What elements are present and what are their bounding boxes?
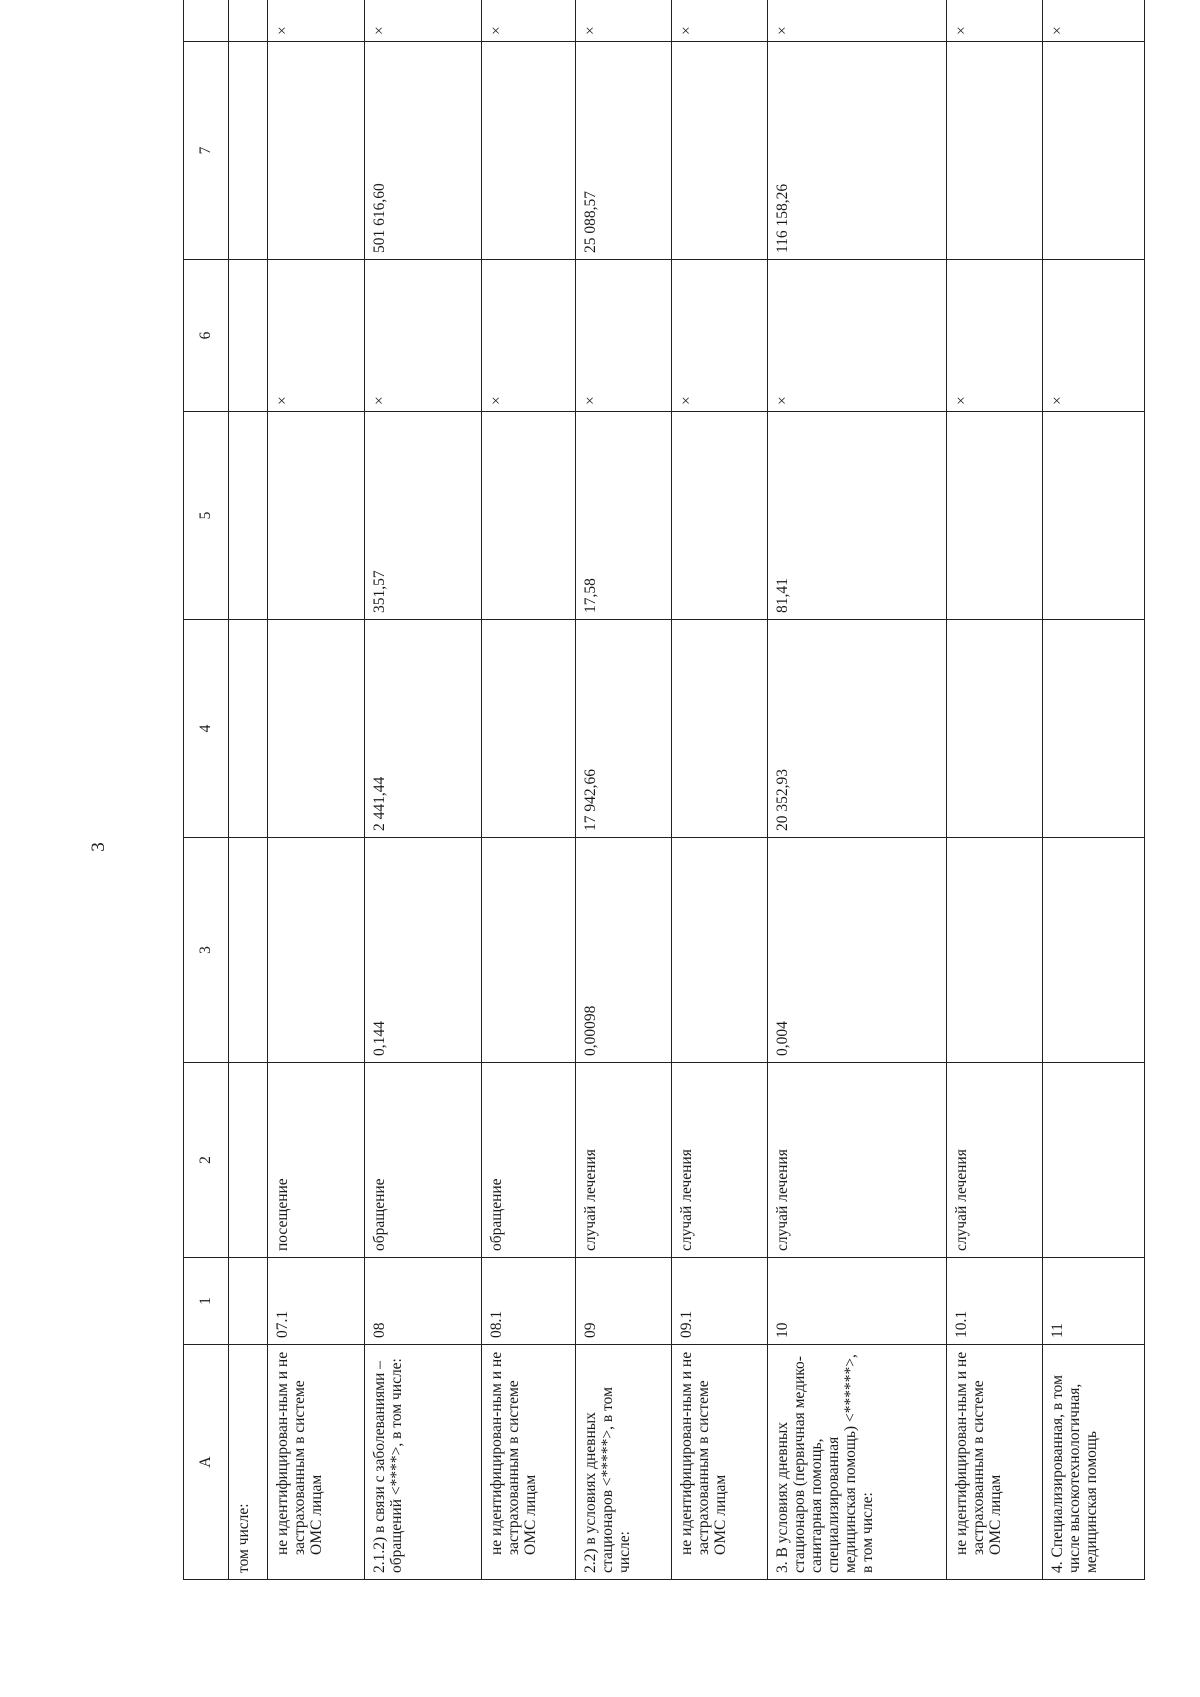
table-cell-8: × bbox=[767, 0, 946, 42]
table-cell-a bbox=[671, 1345, 767, 1580]
table-cell-5: 351,57 bbox=[365, 412, 482, 620]
table-cell-7 bbox=[228, 42, 267, 260]
table-row bbox=[671, 0, 767, 1580]
header-cell: 3 bbox=[184, 838, 229, 1063]
table-cell-6: × bbox=[365, 260, 482, 412]
table-cell-2: случай лечения bbox=[671, 1063, 767, 1258]
table-cell-7 bbox=[946, 42, 1042, 260]
table-cell-6: × bbox=[671, 260, 767, 412]
table-cell-6: × bbox=[482, 260, 576, 412]
header-cell bbox=[184, 0, 229, 42]
table-cell-8: × bbox=[1042, 0, 1144, 42]
header-cell: 7 bbox=[184, 42, 229, 260]
table-cell-1 bbox=[228, 1258, 267, 1345]
table-cell-4 bbox=[228, 620, 267, 838]
table-cell-2: случай лечения bbox=[767, 1063, 946, 1258]
table-cell-a bbox=[268, 1345, 365, 1580]
table-cell-2: обращение bbox=[482, 1063, 576, 1258]
row-label: не идентифицирован-ным и не застрахованным в системе ОМС лицам bbox=[677, 1351, 729, 1555]
header-cell: 4 bbox=[184, 620, 229, 838]
table-cell-6: × bbox=[1042, 260, 1144, 412]
table-cell-6: × bbox=[946, 260, 1042, 412]
table-cell-1: 07.1 bbox=[268, 1258, 365, 1345]
table-cell-5 bbox=[1042, 412, 1144, 620]
table-cell-8: × bbox=[365, 0, 482, 42]
table-cell-7 bbox=[482, 42, 576, 260]
table-cell-3 bbox=[671, 838, 767, 1063]
table-cell-4: 2 441,44 bbox=[365, 620, 482, 838]
rotated-table-container bbox=[183, 26, 1145, 1580]
table-row bbox=[576, 0, 672, 1580]
table-cell-a: 4. Специализированная, в том числе высокотехнологичная, медицинская помощь bbox=[1042, 1345, 1144, 1580]
table-cell-1: 11 bbox=[1042, 1258, 1144, 1345]
table-cell-3 bbox=[482, 838, 576, 1063]
table-cell-a: 2.1.2) в связи с заболеваниями – обращений <****>, в том числе: bbox=[365, 1345, 482, 1580]
table-cell-a bbox=[946, 1345, 1042, 1580]
row-label: не идентифицирован-ным и не застрахованным в системе ОМС лицам bbox=[274, 1351, 326, 1555]
table-cell-3: 0,004 bbox=[767, 838, 946, 1063]
header-cell: 5 bbox=[184, 412, 229, 620]
table-cell-4 bbox=[671, 620, 767, 838]
table-cell-8: × bbox=[482, 0, 576, 42]
table-cell-8: × bbox=[576, 0, 672, 42]
table-cell-5 bbox=[228, 412, 267, 620]
table-cell-7 bbox=[268, 42, 365, 260]
table-cell-6: × bbox=[576, 260, 672, 412]
table-cell-2: случай лечения bbox=[946, 1063, 1042, 1258]
table-cell-3 bbox=[228, 838, 267, 1063]
table-cell-a: том числе: bbox=[228, 1345, 267, 1580]
header-cell: 1 bbox=[184, 1258, 229, 1345]
table-header-row bbox=[184, 0, 229, 1580]
table-cell-7: 25 088,57 bbox=[576, 42, 672, 260]
table-cell-6 bbox=[228, 260, 267, 412]
table-row bbox=[365, 0, 482, 1580]
table-cell-3: 0,00098 bbox=[576, 838, 672, 1063]
table-cell-6: × bbox=[268, 260, 365, 412]
table-cell-8: × bbox=[671, 0, 767, 42]
table-cell-3 bbox=[268, 838, 365, 1063]
table-cell-2: посещение bbox=[268, 1063, 365, 1258]
table-cell-3 bbox=[1042, 838, 1144, 1063]
table-cell-1: 08 bbox=[365, 1258, 482, 1345]
table-cell-2 bbox=[1042, 1063, 1144, 1258]
table-cell-3 bbox=[946, 838, 1042, 1063]
table-cell-4 bbox=[482, 620, 576, 838]
table-cell-1: 10 bbox=[767, 1258, 946, 1345]
table-row bbox=[946, 0, 1042, 1580]
table-cell-5 bbox=[946, 412, 1042, 620]
table-cell-5 bbox=[671, 412, 767, 620]
header-cell: 2 bbox=[184, 1063, 229, 1258]
row-label: не идентифицирован-ным и не застрахованным в системе ОМС лицам bbox=[488, 1351, 540, 1555]
data-table bbox=[183, 0, 1145, 1580]
row-label: не идентифицирован-ным и не застрахованным в системе ОМС лицам bbox=[952, 1351, 1004, 1555]
header-cell: 6 bbox=[184, 260, 229, 412]
table-cell-5 bbox=[268, 412, 365, 620]
table-cell-8: × bbox=[946, 0, 1042, 42]
table-cell-1: 10.1 bbox=[946, 1258, 1042, 1345]
table-cell-4 bbox=[268, 620, 365, 838]
header-cell: А bbox=[184, 1345, 229, 1580]
table-cell-2: обращение bbox=[365, 1063, 482, 1258]
table-cell-3: 0,144 bbox=[365, 838, 482, 1063]
table-cell-a: 2.2) в условиях дневных стационаров <*****>, в том числе: bbox=[576, 1345, 672, 1580]
table-cell-2: случай лечения bbox=[576, 1063, 672, 1258]
table-cell-4 bbox=[1042, 620, 1144, 838]
table-cell-4 bbox=[946, 620, 1042, 838]
table-row bbox=[228, 0, 267, 1580]
table-cell-2 bbox=[228, 1063, 267, 1258]
table-row bbox=[482, 0, 576, 1580]
table-cell-7: 116 158,26 bbox=[767, 42, 946, 260]
table-cell-5 bbox=[482, 412, 576, 620]
table-cell-1: 09.1 bbox=[671, 1258, 767, 1345]
page-number: 3 bbox=[88, 842, 109, 852]
table-cell-7: 501 616,60 bbox=[365, 42, 482, 260]
table-cell-4: 20 352,93 bbox=[767, 620, 946, 838]
table-cell-8: × bbox=[268, 0, 365, 42]
table-cell-1: 09 bbox=[576, 1258, 672, 1345]
table-cell-5: 81,41 bbox=[767, 412, 946, 620]
table-cell-7 bbox=[671, 42, 767, 260]
table-cell-7 bbox=[1042, 42, 1144, 260]
table-cell-a bbox=[482, 1345, 576, 1580]
table-row bbox=[268, 0, 365, 1580]
table-cell-8 bbox=[228, 0, 267, 42]
table-row bbox=[1042, 0, 1144, 1580]
table-cell-a: 3. В условиях дневных стационаров (первичная медико-санитарная помощь, специализированная медицинская помощь) <******>, в том числе: bbox=[767, 1345, 946, 1580]
table-cell-6: × bbox=[767, 260, 946, 412]
table-row bbox=[767, 0, 946, 1580]
table-cell-5: 17,58 bbox=[576, 412, 672, 620]
table-cell-4: 17 942,66 bbox=[576, 620, 672, 838]
table-cell-1: 08.1 bbox=[482, 1258, 576, 1345]
